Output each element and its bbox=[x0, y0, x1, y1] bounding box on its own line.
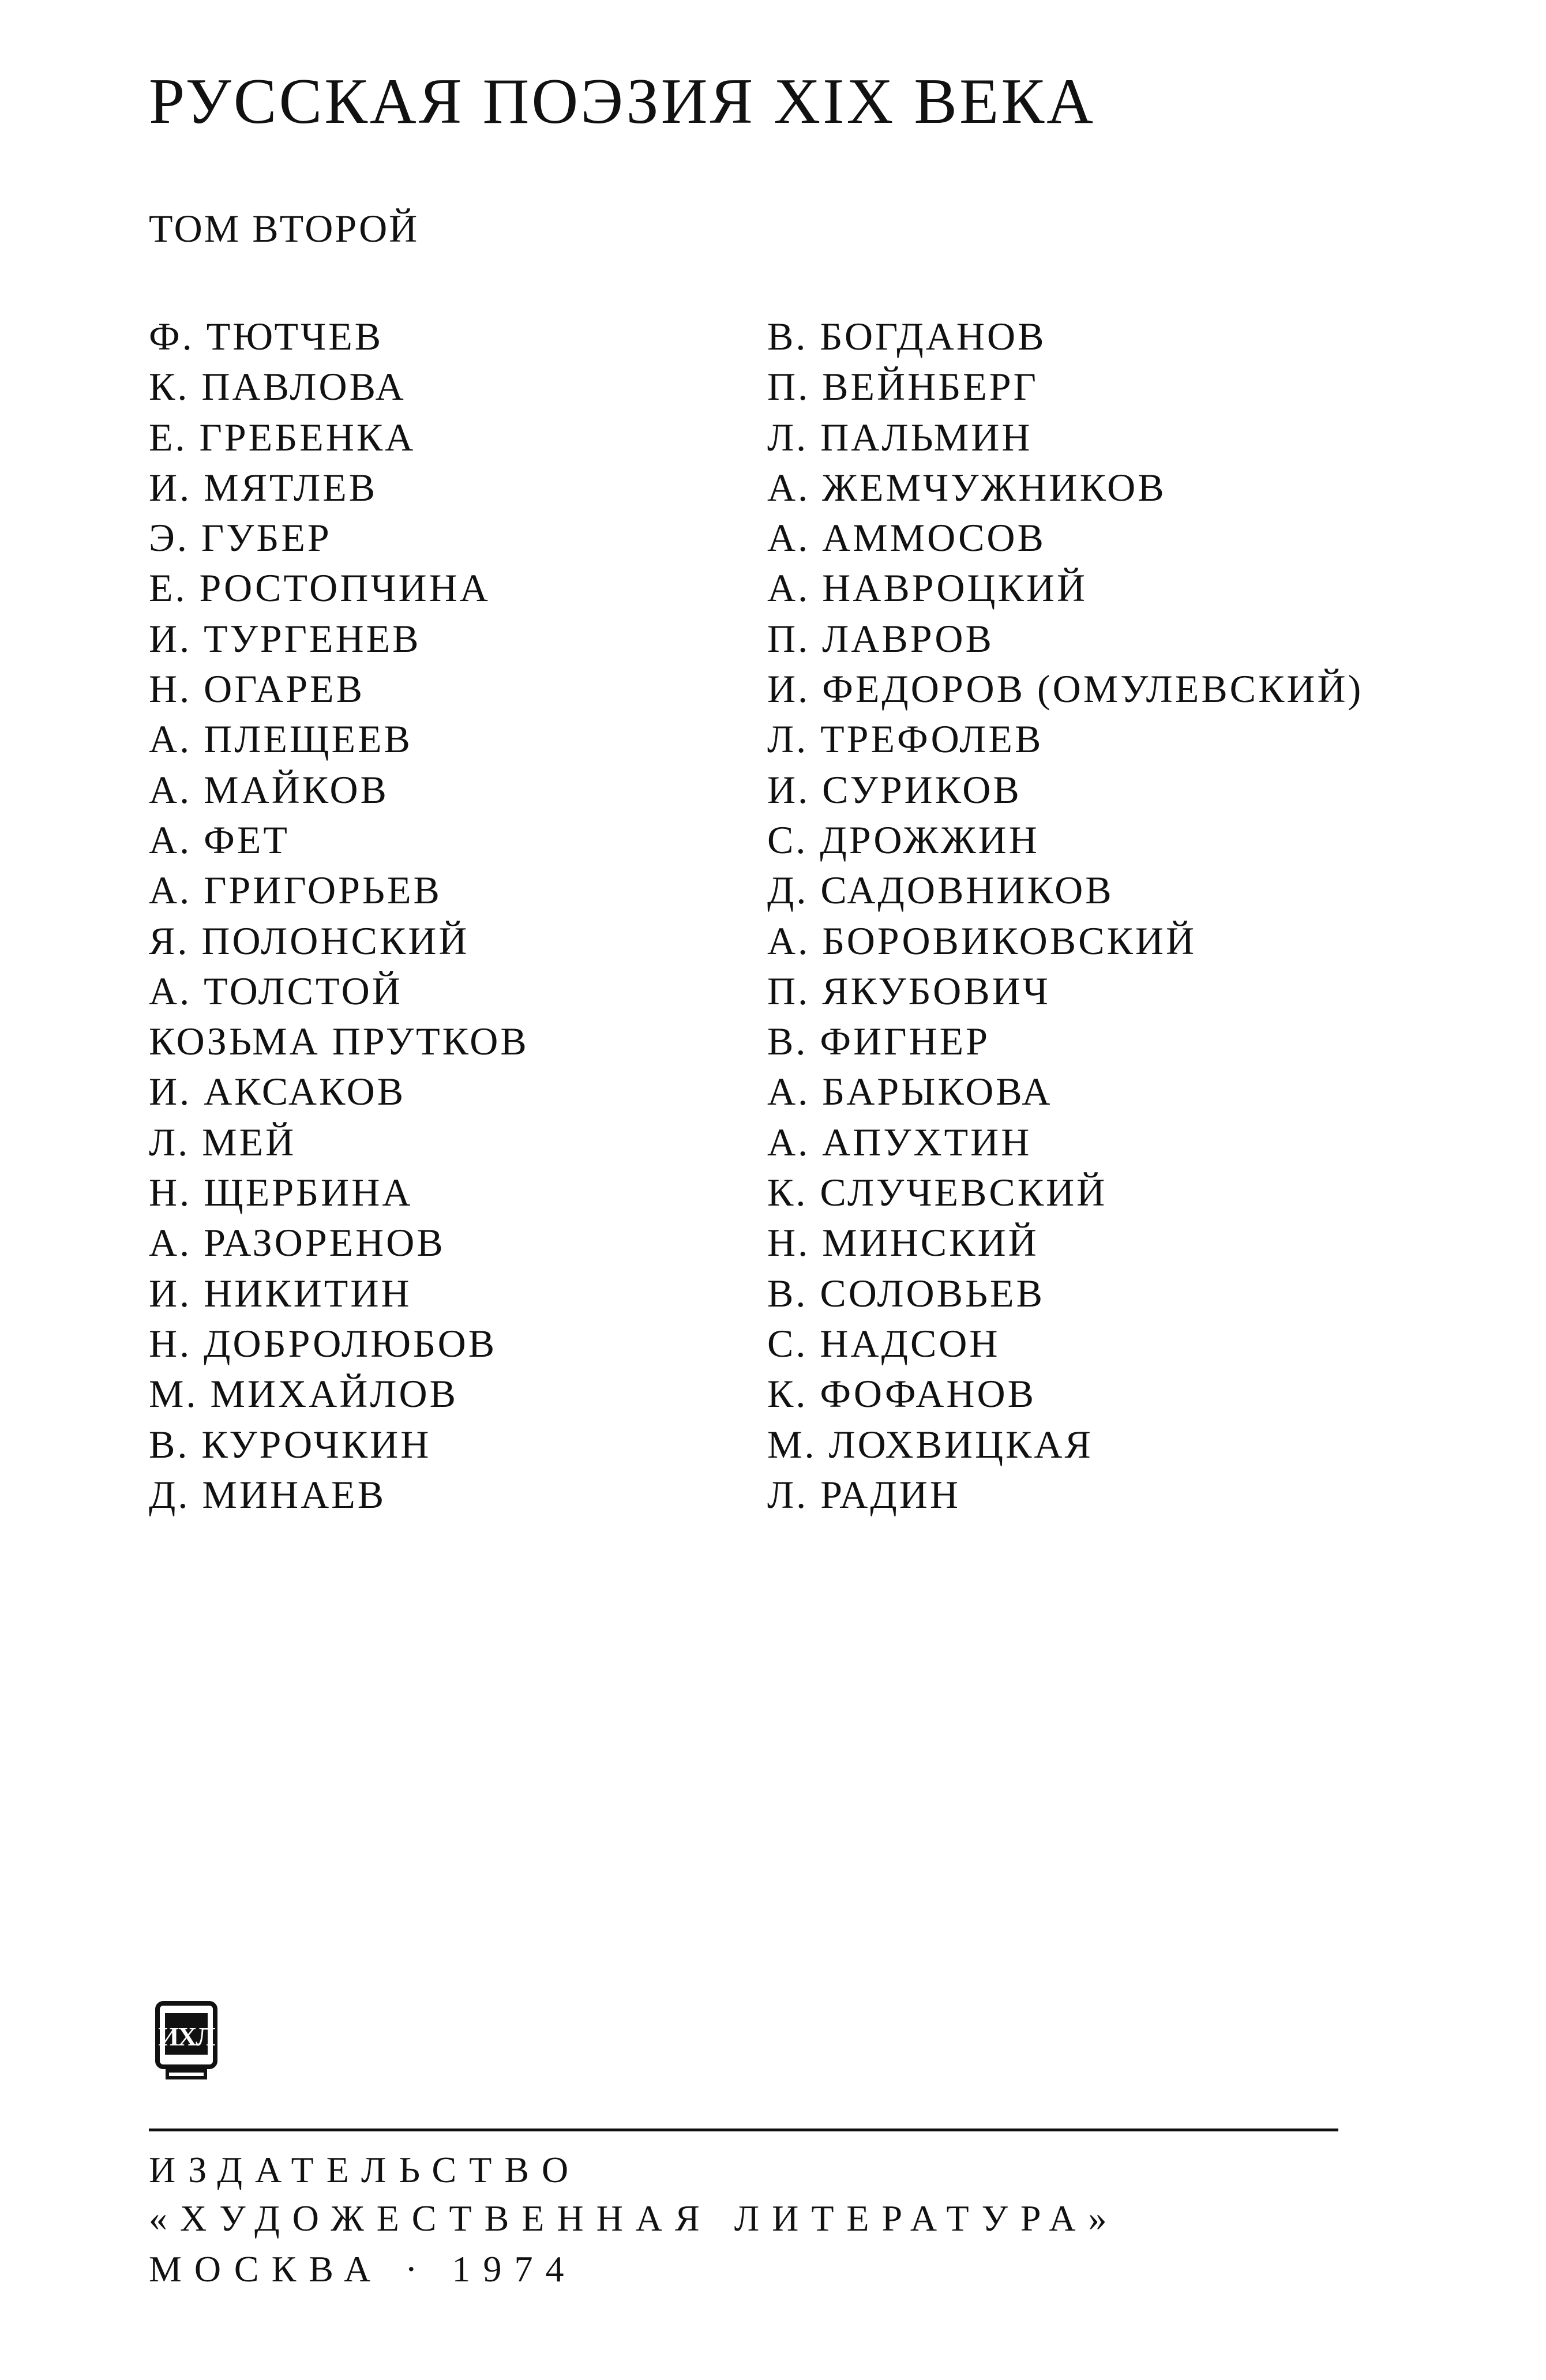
author-name: Л. РАДИН bbox=[767, 1472, 960, 1516]
author-name: А. БАРЫКОВА bbox=[767, 1069, 1053, 1114]
volume-label: ТОМ ВТОРОЙ bbox=[149, 207, 419, 250]
author-name: КОЗЬМА ПРУТКОВ bbox=[149, 1019, 529, 1064]
publisher-line-1: ИЗДАТЕЛЬСТВО bbox=[149, 2149, 581, 2190]
author-name: И. АКСАКОВ bbox=[149, 1069, 406, 1114]
book-title: РУССКАЯ ПОЭЗИЯ XIX ВЕКА bbox=[149, 66, 1096, 137]
author-name: П. ЯКУБОВИЧ bbox=[767, 968, 1050, 1013]
authors-list-left bbox=[149, 311, 529, 1520]
author-name: А. ТОЛСТОЙ bbox=[149, 968, 403, 1013]
author-name: А. БОРОВИКОВСКИЙ bbox=[767, 918, 1197, 963]
author-name: Н. МИНСКИЙ bbox=[767, 1221, 1039, 1265]
divider-rule bbox=[149, 2129, 1338, 2131]
svg-text:ИХЛ: ИХЛ bbox=[158, 2022, 215, 2051]
author-name: К. ПАВЛОВА bbox=[149, 365, 406, 409]
author-name: П. ВЕЙНБЕРГ bbox=[767, 365, 1038, 409]
author-name: М. ЛОХВИЦКАЯ bbox=[767, 1422, 1093, 1466]
author-name: А. ФЕТ bbox=[149, 817, 290, 862]
author-name: М. МИХАЙЛОВ bbox=[149, 1372, 458, 1416]
author-name: Я. ПОЛОНСКИЙ bbox=[149, 918, 470, 963]
author-name: А. ГРИГОРЬЕВ bbox=[149, 868, 442, 913]
publisher-line-3: МОСКВА · 1974 bbox=[149, 2248, 577, 2289]
author-name: В. СОЛОВЬЕВ bbox=[767, 1271, 1045, 1315]
author-name: А. МАЙКОВ bbox=[149, 767, 389, 812]
author-name: Л. ТРЕФОЛЕВ bbox=[767, 717, 1044, 761]
author-name: Э. ГУБЕР bbox=[149, 516, 332, 560]
author-name: С. ДРОЖЖИН bbox=[767, 817, 1040, 862]
author-name: А. НАВРОЦКИЙ bbox=[767, 566, 1088, 610]
author-name: А. АММОСОВ bbox=[767, 516, 1046, 560]
author-name: Л. ПАЛЬМИН bbox=[767, 415, 1033, 459]
author-name: И. ФЕДОРОВ (ОМУЛЕВСКИЙ) bbox=[767, 667, 1364, 711]
author-name: И. МЯТЛЕВ bbox=[149, 465, 378, 509]
author-name: К. СЛУЧЕВСКИЙ bbox=[767, 1170, 1108, 1215]
author-name: Ф. ТЮТЧЕВ bbox=[149, 314, 384, 358]
author-name: Е. ГРЕБЕНКА bbox=[149, 415, 416, 459]
author-name: А. ЖЕМЧУЖНИКОВ bbox=[767, 465, 1166, 509]
author-name: В. ФИГНЕР bbox=[767, 1019, 990, 1064]
author-name: В. КУРОЧКИН bbox=[149, 1422, 431, 1466]
author-name: А. РАЗОРЕНОВ bbox=[149, 1221, 445, 1265]
author-name: Н. ДОБРОЛЮБОВ bbox=[149, 1321, 497, 1365]
author-name: А. ПЛЕЩЕЕВ bbox=[149, 717, 412, 761]
author-name: С. НАДСОН bbox=[767, 1321, 1000, 1365]
author-name: К. ФОФАНОВ bbox=[767, 1372, 1036, 1416]
publisher-logo-icon bbox=[155, 2000, 218, 2081]
authors-list-right bbox=[767, 311, 1363, 1520]
author-name: И. ТУРГЕНЕВ bbox=[149, 616, 421, 660]
author-name: В. БОГДАНОВ bbox=[767, 314, 1046, 358]
author-name: Е. РОСТОПЧИНА bbox=[149, 566, 490, 610]
author-name: Н. ОГАРЕВ bbox=[149, 667, 365, 711]
author-name: Н. ЩЕРБИНА bbox=[149, 1170, 413, 1215]
author-name: А. АПУХТИН bbox=[767, 1120, 1032, 1164]
author-name: И. НИКИТИН bbox=[149, 1271, 412, 1315]
author-name: Л. МЕЙ bbox=[149, 1120, 297, 1164]
publisher-line-2: «ХУДОЖЕСТВЕННАЯ ЛИТЕРАТУРА» bbox=[149, 2198, 1120, 2239]
author-name: Д. САДОВНИКОВ bbox=[767, 868, 1114, 913]
author-name: И. СУРИКОВ bbox=[767, 767, 1022, 812]
author-name: Д. МИНАЕВ bbox=[149, 1472, 386, 1516]
author-name: П. ЛАВРОВ bbox=[767, 616, 994, 660]
